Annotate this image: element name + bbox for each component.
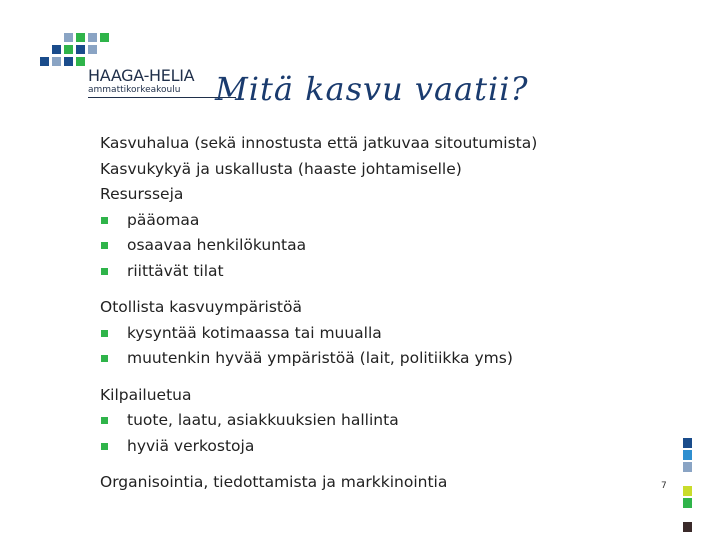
bullet-item bbox=[100, 346, 660, 372]
logo-divider bbox=[88, 97, 236, 98]
bullet-square-icon bbox=[101, 217, 108, 224]
bullet-item bbox=[100, 259, 660, 285]
bullet-text: hyviä verkostoja bbox=[127, 436, 255, 455]
bullet-square-icon bbox=[101, 417, 108, 424]
bullet-square-icon bbox=[101, 355, 108, 362]
bullet-item bbox=[100, 321, 660, 347]
bullet-item bbox=[100, 408, 660, 434]
logo-name: HAAGA-HELIA bbox=[88, 66, 195, 85]
section-heading: Kilpailuetua bbox=[100, 385, 192, 404]
content-line: Kasvukykyä ja uskallusta (haaste johtamiselle) bbox=[100, 159, 462, 178]
bullet-square-icon bbox=[101, 330, 108, 337]
bullet-text: riittävät tilat bbox=[127, 261, 224, 280]
bullet-text: osaavaa henkilökuntaa bbox=[127, 236, 307, 254]
logo-subtitle: ammattikorkeakoulu bbox=[88, 85, 181, 95]
slide-title: Mitä kasvu vaatii? bbox=[215, 70, 529, 108]
bullet-square-icon bbox=[101, 443, 108, 450]
haaga-helia-logo bbox=[40, 33, 200, 103]
bullet-item bbox=[100, 208, 660, 234]
content-line: Resursseja bbox=[100, 185, 184, 203]
bullet-text: pääomaa bbox=[127, 210, 200, 229]
bullet-item bbox=[100, 233, 660, 259]
decorative-color-bar bbox=[683, 438, 692, 534]
content-line: Kasvuhalua (sekä innostusta että jatkuvaa sitoutumista) bbox=[100, 134, 538, 152]
bullet-text: kysyntää kotimaassa tai muualla bbox=[127, 323, 382, 342]
bullet-text: muutenkin hyvää ympäristöä (lait, politiikka yms) bbox=[127, 349, 513, 367]
bullet-text: tuote, laatu, asiakkuuksien hallinta bbox=[127, 411, 399, 429]
bullet-square-icon bbox=[101, 242, 108, 249]
slide-content bbox=[100, 131, 660, 496]
bullet-item bbox=[100, 434, 660, 460]
section-heading: Otollista kasvuympäristöä bbox=[100, 298, 302, 316]
logo-squares-icon bbox=[40, 33, 104, 69]
bullet-square-icon bbox=[101, 268, 108, 275]
content-line: Organisointia, tiedottamista ja markkinointia bbox=[100, 473, 448, 491]
page-number: 7 bbox=[661, 481, 667, 491]
